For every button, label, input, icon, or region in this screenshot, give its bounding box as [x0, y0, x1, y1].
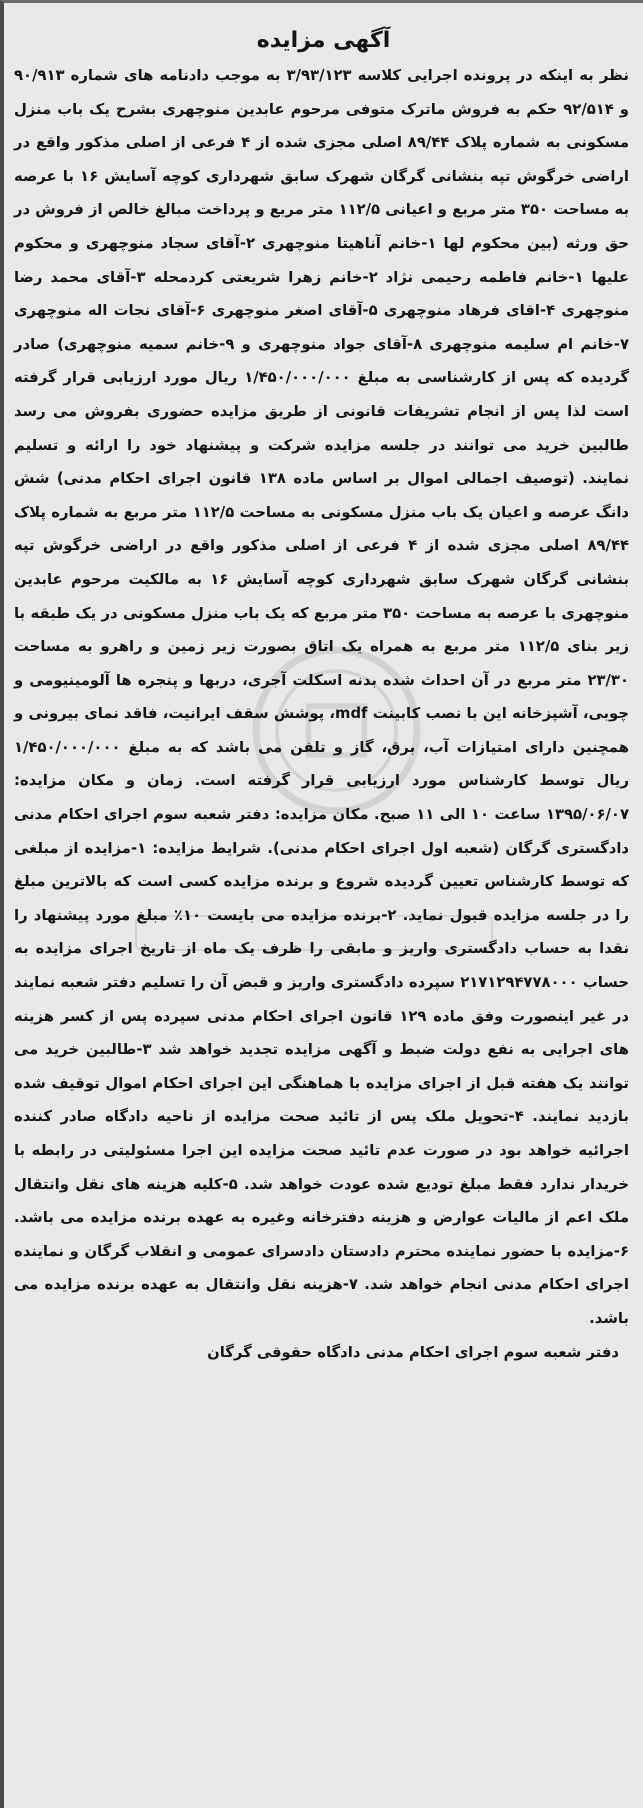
notice-title: آگهی مزایده: [256, 28, 391, 53]
notice-body: نظر به اینکه در پرونده اجرایی کلاسه ۳/۹۳/۱۲۳ به موجب دادنامه های شماره ۹۰/۹۱۳ و ۹۲/۵۱۴ حکم به فروش ماترک متوفی مرحوم عابدین منوچهری بشرح یک باب منزل مسکونی به شماره پلاک ۸۹/۴۴ اصلی مجزی شده از ۴ فرعی از اصلی مذکور واقع در اراضی خرگوش تپه بنشانی گرگان شهرک سابق شهرداری کوچه آسایش ۱۶ با عرصه به مساحت ۳۵۰ متر مربع و اعیانی ۱۱۲/۵ متر مربع و پرداخت مبالغ خالص از فروش در حق ورثه (بین محکوم لها ۱-خانم آناهیتا منوچهری ۲-آقای سجاد منوچهری و محکوم علیها ۱-خانم فاطمه رحیمی نژاد ۲-خانم زهرا شریعتی کردمحله ۳-آقای محمد رضا منوچهری ۴-اقای فرهاد منوچهری ۵-آقای اصغر منوچهری ۶-آقای نجات اله منوچهری ۷-خانم ام سلیمه منوچهری ۸-آقای جواد منوچهری و ۹-خانم سمیه منوچهری) صادر گردیده که پس از کارشناسی به مبلغ ۱/۴۵۰/۰۰۰/۰۰۰ ریال مورد ارزیابی قرار گرفته است لذا پس از انجام تشریفات قانونی از طریق مزایده حضوری بفروش می رسد طالبین خرید می توانند در جلسه مزایده شرکت و پیشنهاد خود را ارائه و تسلیم نمایند. (توصیف اجمالی اموال بر اساس ماده ۱۳۸ قانون اجرای احکام مدنی) شش دانگ عرصه و اعیان یک باب منزل مسکونی به مساحت ۱۱۲/۵ متر مربع به شماره پلاک ۸۹/۴۴ اصلی مجزی شده از ۴ فرعی از اصلی مذکور واقع در اراضی خرگوش تپه بنشانی گرگان شهرک سابق شهرداری کوچه آسایش ۱۶ به مالکیت مرحوم عابدین منوچهری با عرصه به مساحت ۳۵۰ متر مربع که یک باب منزل مسکونی در یک طبقه با زیر بنای ۱۱۲/۵ متر مربع به همراه یک اتاق بصورت زیر زمین و راهرو به مساحت ۲۳/۳۰ متر مربع در آن احداث شده بدنه اسکلت آجری، دربها و پنجره ها آلومینیومی و چوبی، آشپزخانه این با نصب کابینت mdf، پوشش سقف ایرانیت، فاقد نمای بیرونی و همچنین دارای امتیازات آب، برق، گاز و تلفن می باشد که به مبلغ ۱/۴۵۰/۰۰۰/۰۰۰ ریال توسط کارشناس مورد ارزیابی قرار گرفته است. زمان و مکان مزایده: ۱۳۹۵/۰۶/۰۷ ساعت ۱۰ الی ۱۱ صبح. مکان مزایده: دفتر شعبه سوم اجرای احکام مدنی دادگستری گرگان (شعبه اول اجرای احکام مدنی). شرایط مزایده: ۱-مزایده از مبلغی که توسط کارشناس تعیین گردیده شروع و برنده مزایده کسی است که بالاترین مبلغ را در جلسه مزایده قبول نماید. ۲-برنده مزایده می بایست ۱۰٪ مبلغ مورد پیشنهاد را نقدا به حساب دادگستری واریز و مابقی را ظرف یک ماه از تاریخ اجرای مزایده به حساب ۲۱۷۱۲۹۴۷۷۸۰۰۰ سپرده دادگستری واریز و قبض آن را تسلیم دفتر شعبه نمایند در غیر اینصورت وفق ماده ۱۲۹ قانون اجرای احکام مدنی سپرده پس از کسر هزینه های اجرایی به نفع دولت ضبط و آگهی مزایده تجدید خواهد شد ۳-طالبین خرید می توانند یک هفته قبل از اجرای مزایده با هماهنگی این اجرای احکام اموال توقیف شده بازدید نمایند. ۴-تحویل ملک پس از تائید صحت مزایده از ناحیه دادگاه صادر کننده اجرائیه خواهد بود در صورت عدم تائید صحت مزایده این اجرا مسئولیتی در رابطه با خریدار ندارد فقط مبلغ تودیع شده عودت خواهد شد. ۵-کلیه هزینه های نقل وانتقال ملک اعم از مالیات عوارض و هزینه دفترخانه وغیره به عهده برنده مزایده می باشد. ۶-مزایده با حضور نماینده محترم دادستان دادسرای عمومی و انقلاب گرگان و نماینده اجرای احکام مدنی انجام خواهد شد. ۷-هزینه نقل وانتقال به عهده برنده مزایده می باشد.: [14, 67, 630, 1327]
notice-header: [4, 3, 643, 53]
notice-footer: دفتر شعبه سوم اجرای احکام مدنی دادگاه حقوقی گرگان: [207, 1343, 619, 1361]
